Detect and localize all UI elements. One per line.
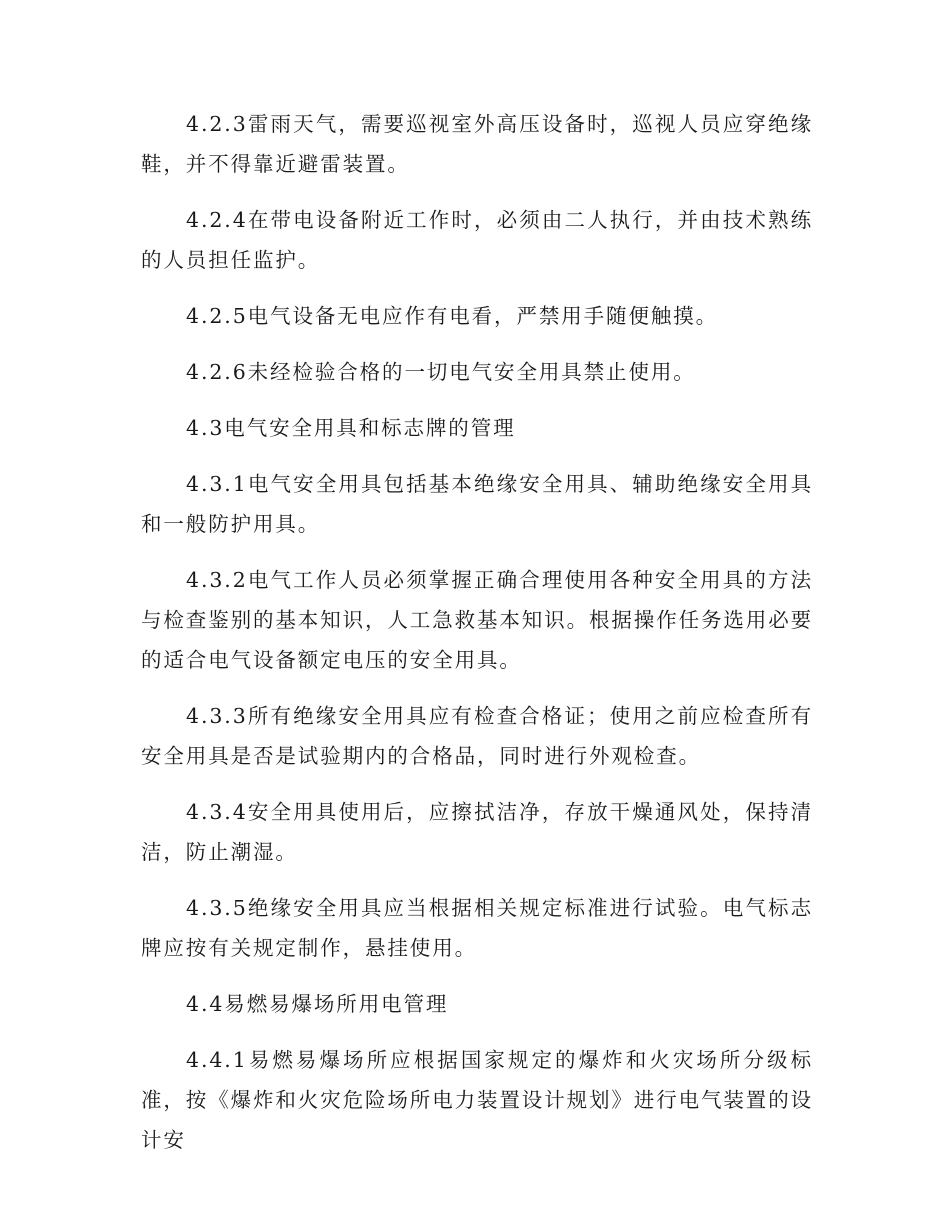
document-body — [141, 104, 813, 1176]
paragraph-4-2-4: 4.2.4在带电设备附近工作时，必须由二人执行，并由技术熟练的人员担任监护。 — [141, 208, 813, 272]
paragraph-4-2-3: 4.2.3雷雨天气，需要巡视室外高压设备时，巡视人员应穿绝缘鞋，并不得靠近避雷装置。 — [141, 112, 813, 176]
paragraph-4-3-3: 4.3.3所有绝缘安全用具应有检查合格证；使用之前应检查所有安全用具是否是试验期内的合格品，同时进行外观检查。 — [141, 704, 813, 768]
paragraph-4-3-2: 4.3.2电气工作人员必须掌握正确合理使用各种安全用具的方法与检查鉴别的基本知识，人工急救基本知识。根据操作任务选用必要的适合电气设备额定电压的安全用具。 — [141, 568, 813, 672]
section-heading-4-4: 4.4易燃易爆场所用电管理 — [186, 992, 449, 1016]
paragraph-4-3-1: 4.3.1电气安全用具包括基本绝缘安全用具、辅助绝缘安全用具和一般防护用具。 — [141, 472, 813, 536]
paragraph-4-3-4: 4.3.4安全用具使用后，应擦拭洁净，存放干燥通风处，保持清洁，防止潮湿。 — [141, 800, 813, 864]
paragraph-4-3-5: 4.3.5绝缘安全用具应当根据相关规定标准进行试验。电气标志牌应按有关规定制作，悬挂使用。 — [141, 896, 813, 960]
paragraph-4-2-6: 4.2.6未经检验合格的一切电气安全用具禁止使用。 — [186, 360, 696, 384]
paragraph-4-2-5: 4.2.5电气设备无电应作有电看，严禁用手随便触摸。 — [186, 304, 719, 328]
section-heading-4-3: 4.3电气安全用具和标志牌的管理 — [186, 416, 516, 440]
paragraph-4-4-1: 4.4.1易燃易爆场所应根据国家规定的爆炸和火灾场所分级标准，按《爆炸和火灾危险场所电力装置设计规划》进行电气装置的设计安 — [141, 1048, 813, 1152]
